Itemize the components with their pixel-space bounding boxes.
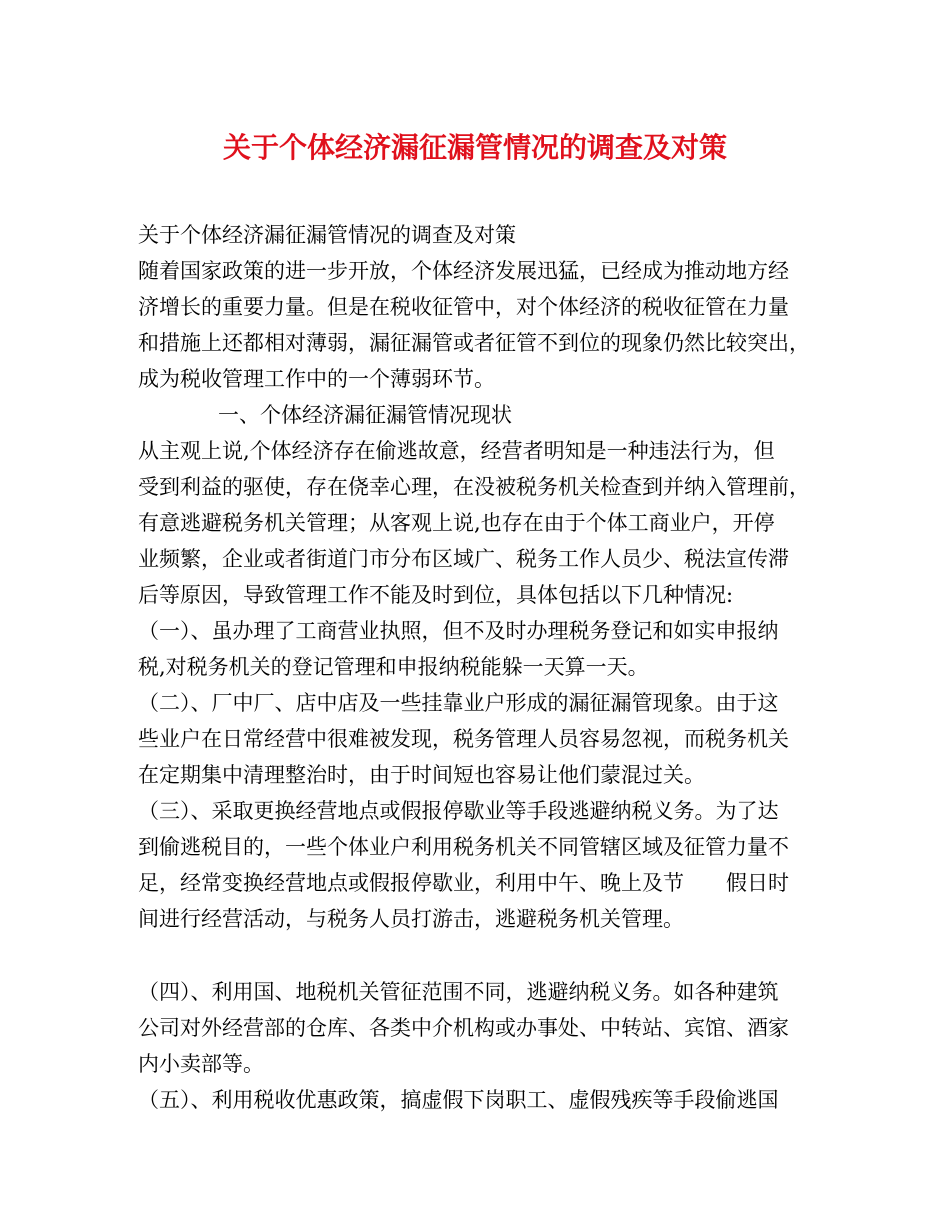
document-title: 关于个体经济漏征漏管情况的调查及对策 bbox=[222, 131, 727, 164]
text-line: 到偷逃税目的，一些个体业户利用税务机关不同管辖区域及征管力量不 bbox=[138, 835, 789, 859]
text-line: 关于个体经济漏征漏管情况的调查及对策 bbox=[138, 223, 516, 247]
text-line: 受到利益的驱使，存在侥幸心理，在没被税务机关检查到并纳入管理前， bbox=[138, 475, 810, 499]
text-line: 成为税收管理工作中的一个薄弱环节。 bbox=[138, 367, 495, 391]
text-line: 和措施上还都相对薄弱，漏征漏管或者征管不到位的现象仍然比较突出， bbox=[138, 331, 810, 355]
text-line: 后等原因，导致管理工作不能及时到位，具体包括以下几种情况: bbox=[138, 583, 734, 607]
text-line: 内小卖部等。 bbox=[138, 1052, 264, 1076]
text-line: （三）、采取更换经营地点或假报停歇业等手段逃避纳税义务。为了达 bbox=[138, 799, 779, 823]
text-line: （二）、厂中厂、店中店及一些挂靠业户形成的漏征漏管现象。由于这 bbox=[138, 691, 779, 715]
text-line: 些业户在日常经营中很难被发现，税务管理人员容易忽视，而税务机关 bbox=[138, 727, 789, 751]
text-line: 在定期集中清理整治时，由于时间短也容易让他们蒙混过关。 bbox=[138, 763, 705, 787]
text-line: 随着国家政策的进一步开放，个体经济发展迅猛，已经成为推动地方经 bbox=[138, 259, 789, 283]
text-line: （一）、虽办理了工商营业执照，但不及时办理税务登记和如实申报纳 bbox=[138, 619, 779, 643]
text-line: 公司对外经营部的仓库、各类中介机构或办事处、中转站、宾馆、酒家 bbox=[138, 1016, 789, 1040]
text-line: 业频繁，企业或者街道门市分布区域广、税务工作人员少、税法宣传滞 bbox=[138, 547, 789, 571]
text-line: （四）、利用国、地税机关管征范围不同，逃避纳税义务。如各种建筑 bbox=[138, 980, 779, 1004]
text-line: 足，经常变换经营地点或假报停歇业，利用中午、晚上及节 假日时 bbox=[138, 871, 789, 895]
text-line: （五）、利用税收优惠政策，搞虚假下岗职工、虚假残疾等手段偷逃国 bbox=[138, 1088, 779, 1112]
section-heading: 一、个体经济漏征漏管情况现状 bbox=[218, 403, 512, 427]
text-line: 间进行经营活动，与税务人员打游击，逃避税务机关管理。 bbox=[138, 907, 684, 931]
text-line: 从主观上说,个体经济存在偷逃故意，经营者明知是一种违法行为，但 bbox=[138, 439, 775, 463]
text-line: 济增长的重要力量。但是在税收征管中，对个体经济的税收征管在力量 bbox=[138, 295, 789, 319]
text-line: 税,对税务机关的登记管理和申报纳税能躲一天算一天。 bbox=[138, 655, 649, 679]
text-line: 有意逃避税务机关管理；从客观上说,也存在由于个体工商业户，开停 bbox=[138, 511, 775, 535]
